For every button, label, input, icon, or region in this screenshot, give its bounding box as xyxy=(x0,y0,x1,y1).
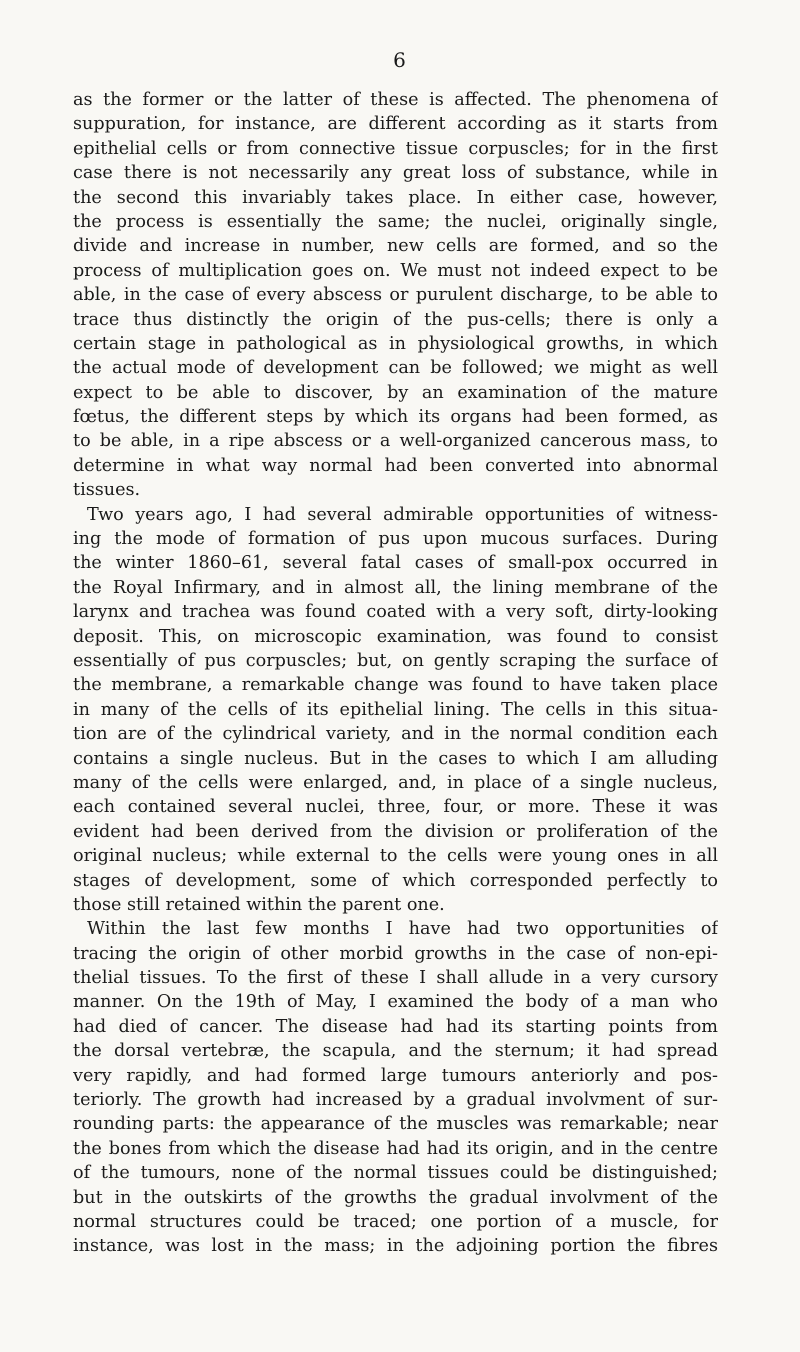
text-line: essentially of pus corpuscles; but, on gently scraping the surface of xyxy=(73,650,718,671)
text-line: tissues. xyxy=(73,480,141,501)
text-line: very rapidly, and had formed large tumours anteriorly and pos- xyxy=(73,1065,718,1086)
text-line: Two years ago, I had several admirable opportunities of witness- xyxy=(87,504,718,525)
text-line: trace thus distinctly the origin of the pus-cells; there is only a xyxy=(73,309,718,330)
text-line: instance, was lost in the mass; in the adjoining portion the fibres xyxy=(73,1236,718,1257)
text-line: expect to be able to discover, by an examination of the mature xyxy=(73,382,718,403)
text-line: the Royal Infirmary, and in almost all, the lining membrane of the xyxy=(73,577,718,598)
text-line: had died of cancer. The disease had had its starting points from xyxy=(73,1016,718,1037)
text-line: many of the cells were enlarged, and, in place of a single nucleus, xyxy=(73,772,718,793)
text-line: but in the outskirts of the growths the gradual involvment of the xyxy=(73,1187,718,1208)
text-line: those still retained within the parent one. xyxy=(73,894,445,915)
text-line: rounding parts: the appearance of the muscles was remarkable; near xyxy=(73,1114,718,1135)
text-line: able, in the case of every abscess or purulent discharge, to be able to xyxy=(73,285,718,306)
text-line: larynx and trachea was found coated with a very soft, dirty-looking xyxy=(73,602,718,623)
text-line: divide and increase in number, new cells are formed, and so the xyxy=(73,236,718,257)
text-line: determine in what way normal had been converted into abnormal xyxy=(73,455,718,476)
text-line: stages of development, some of which corresponded perfectly to xyxy=(73,870,718,891)
text-line: the second this invariably takes place. In either case, however, xyxy=(73,187,718,208)
text-line: Within the last few months I have had two opportunities of xyxy=(87,919,718,940)
text-line: original nucleus; while external to the cells were young ones in all xyxy=(73,846,718,867)
page-number: 6 xyxy=(393,48,407,72)
text-line: the bones from which the disease had had its origin, and in the centre xyxy=(73,1138,718,1159)
text-line: tracing the origin of other morbid growths in the case of non-epi- xyxy=(73,943,718,964)
text-line: the process is essentially the same; the nuclei, originally single, xyxy=(73,211,718,232)
text-line: suppuration, for instance, are different according as it starts from xyxy=(73,114,718,135)
text-line: the dorsal vertebræ, the scapula, and the sternum; it had spread xyxy=(73,1041,718,1062)
text-line: deposit. This, on microscopic examination, was found to consist xyxy=(73,626,718,647)
text-line: process of multiplication goes on. We must not indeed expect to be xyxy=(73,260,718,281)
body-text xyxy=(73,88,718,1259)
text-line: as the former or the latter of these is affected. The phenomena of xyxy=(73,90,718,110)
text-line: normal structures could be traced; one portion of a muscle, for xyxy=(73,1211,718,1232)
text-line: manner. On the 19th of May, I examined the body of a man who xyxy=(73,992,718,1013)
text-line: the membrane, a remarkable change was found to have taken place xyxy=(73,675,718,696)
text-line: teriorly. The growth had increased by a gradual involvment of sur- xyxy=(73,1090,718,1111)
text-line: certain stage in pathological as in physiological growths, in which xyxy=(73,333,718,354)
text-line: fœtus, the different steps by which its organs had been formed, as xyxy=(73,407,718,428)
text-line: to be able, in a ripe abscess or a well-organized cancerous mass, to xyxy=(73,431,718,452)
text-line: in many of the cells of its epithelial lining. The cells in this situa- xyxy=(73,699,718,720)
text-line: thelial tissues. To the first of these I shall allude in a very cursory xyxy=(73,968,718,989)
text-line: the actual mode of development can be followed; we might as well xyxy=(73,358,718,379)
text-line: ing the mode of formation of pus upon mucous surfaces. During xyxy=(73,529,718,550)
text-line: case there is not necessarily any great loss of substance, while in xyxy=(73,163,718,184)
text-line: evident had been derived from the division or proliferation of the xyxy=(73,821,718,842)
text-line: tion are of the cylindrical variety, and in the normal condition each xyxy=(73,724,718,745)
text-line: contains a single nucleus. But in the cases to which I am alluding xyxy=(73,748,718,769)
text-line: each contained several nuclei, three, four, or more. These it was xyxy=(73,797,718,818)
text-line: epithelial cells or from connective tissue corpuscles; for in the first xyxy=(73,138,718,159)
text-line: the winter 1860–61, several fatal cases of small-pox occurred in xyxy=(73,553,718,574)
text-line: of the tumours, none of the normal tissues could be distinguished; xyxy=(73,1163,718,1184)
